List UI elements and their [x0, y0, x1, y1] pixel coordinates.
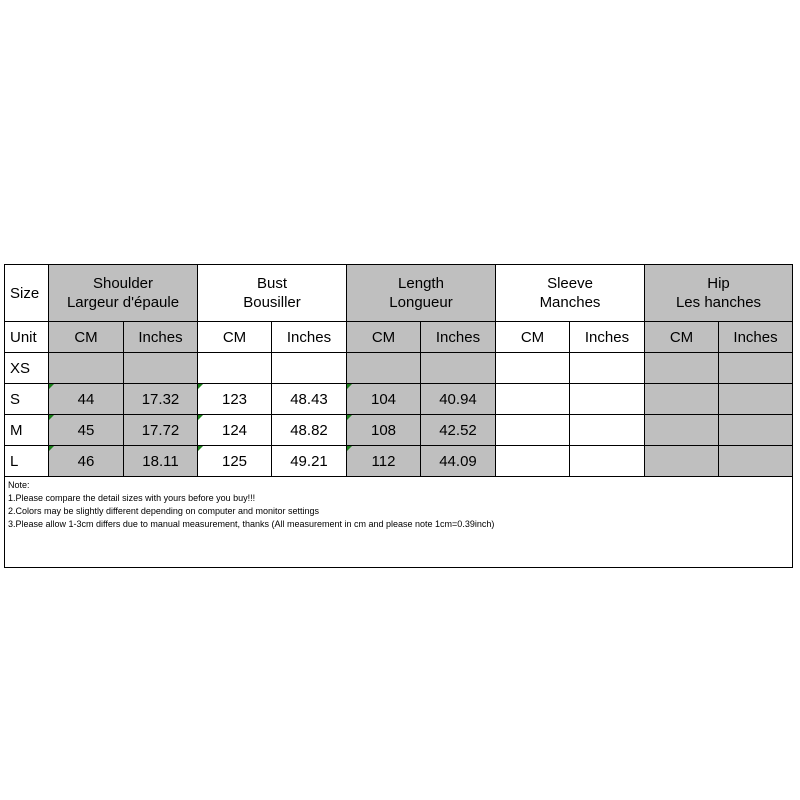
value-cell — [496, 384, 570, 415]
unit-cell: Inches — [124, 322, 198, 353]
header-row — [5, 265, 793, 322]
value-cell — [719, 446, 793, 477]
cell-marker-icon — [347, 415, 352, 420]
note-line: 2.Colors may be slightly different depending on computer and monitor settings — [8, 506, 320, 516]
sleeve-label: Sleeve — [547, 275, 593, 292]
size-chart — [4, 264, 792, 570]
note-heading: Note: — [8, 480, 30, 490]
value-cell — [124, 353, 198, 384]
sleeve-header — [496, 265, 645, 322]
hip-label-fr: Les hanches — [675, 294, 762, 311]
bust-label: Bust — [256, 275, 287, 292]
bust-header — [198, 265, 347, 322]
value-cell: 48.82 — [272, 415, 347, 446]
value-cell — [496, 415, 570, 446]
value-cell — [198, 353, 272, 384]
value-cell — [347, 353, 421, 384]
hip-label: Hip — [707, 275, 730, 292]
value-cell: 104 — [347, 384, 421, 415]
cell-marker-icon — [49, 446, 54, 451]
value-cell — [570, 446, 645, 477]
size-cell: XS — [5, 353, 49, 384]
hip-header — [645, 265, 793, 322]
cell-marker-icon — [49, 384, 54, 389]
length-label-fr: Longueur — [389, 294, 453, 311]
table-row — [5, 353, 793, 384]
value-cell: 125 — [198, 446, 272, 477]
length-header — [347, 265, 496, 322]
shoulder-header — [49, 265, 198, 322]
shoulder-label-fr: Largeur d'épaule — [66, 294, 180, 311]
value-cell: 44.09 — [421, 446, 496, 477]
value-cell — [570, 415, 645, 446]
value-cell: 108 — [347, 415, 421, 446]
cell-marker-icon — [347, 384, 352, 389]
value-cell: 45 — [49, 415, 124, 446]
value-cell: 112 — [347, 446, 421, 477]
cell-marker-icon — [198, 384, 203, 389]
value-cell: 40.94 — [421, 384, 496, 415]
value-cell — [719, 353, 793, 384]
value-cell — [719, 415, 793, 446]
value-cell: 123 — [198, 384, 272, 415]
cell-marker-icon — [198, 446, 203, 451]
value-cell: 48.43 — [272, 384, 347, 415]
value-cell — [719, 384, 793, 415]
length-label: Length — [398, 275, 444, 292]
unit-cell: CM — [645, 322, 719, 353]
value-cell: 18.11 — [124, 446, 198, 477]
unit-row — [5, 322, 793, 353]
unit-cell: CM — [347, 322, 421, 353]
value-cell — [272, 353, 347, 384]
table-row — [5, 415, 793, 446]
value-cell — [496, 353, 570, 384]
cell-marker-icon — [198, 415, 203, 420]
value-cell: 42.52 — [421, 415, 496, 446]
cell-marker-icon — [347, 446, 352, 451]
unit-cell: CM — [49, 322, 124, 353]
sleeve-label-fr: Manches — [539, 294, 601, 311]
unit-cell: Inches — [570, 322, 645, 353]
cell-marker-icon — [49, 415, 54, 420]
value-cell: 44 — [49, 384, 124, 415]
note-line: 3.Please allow 1-3cm differs due to manual measurement, thanks (All measurement in cm and please note 1cm=0.39inch) — [8, 519, 495, 529]
value-cell: 49.21 — [272, 446, 347, 477]
unit-cell: Inches — [421, 322, 496, 353]
value-cell: 124 — [198, 415, 272, 446]
table-row — [5, 384, 793, 415]
unit-cell: Inches — [272, 322, 347, 353]
unit-cell: Inches — [719, 322, 793, 353]
notes-row — [5, 477, 793, 568]
value-cell — [645, 446, 719, 477]
unit-header: Unit — [5, 322, 49, 353]
bust-label-fr: Bousiller — [243, 294, 301, 311]
size-cell: S — [5, 384, 49, 415]
value-cell — [570, 353, 645, 384]
value-cell — [570, 384, 645, 415]
size-header: Size — [5, 265, 49, 322]
value-cell: 46 — [49, 446, 124, 477]
size-table — [4, 264, 793, 568]
unit-cell: CM — [198, 322, 272, 353]
value-cell — [645, 353, 719, 384]
value-cell — [496, 446, 570, 477]
table-row — [5, 446, 793, 477]
value-cell — [49, 353, 124, 384]
value-cell: 17.72 — [124, 415, 198, 446]
value-cell: 17.32 — [124, 384, 198, 415]
unit-cell: CM — [496, 322, 570, 353]
size-cell: L — [5, 446, 49, 477]
value-cell — [421, 353, 496, 384]
size-cell: M — [5, 415, 49, 446]
shoulder-label: Shoulder — [92, 275, 154, 292]
value-cell — [645, 384, 719, 415]
value-cell — [645, 415, 719, 446]
note-line: 1.Please compare the detail sizes with yours before you buy!!! — [8, 493, 256, 503]
notes-cell — [5, 477, 793, 568]
